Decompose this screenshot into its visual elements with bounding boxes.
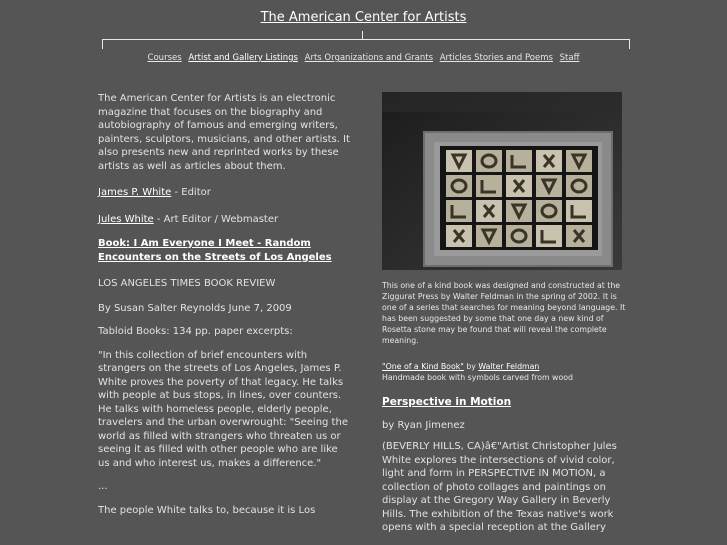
editor-line bbox=[98, 186, 350, 200]
book-title-link[interactable]: "One of a Kind Book" bbox=[382, 362, 464, 371]
art-editor-role: - Art Editor / Webmaster bbox=[153, 213, 279, 225]
left-column bbox=[98, 92, 350, 517]
nav-articles-stories-poems[interactable]: Articles Stories and Poems bbox=[439, 53, 553, 63]
editor-link[interactable]: James P. White bbox=[98, 187, 172, 198]
intro-paragraph: The American Center for Artists is an electronic magazine that focuses on the biography and autobiography of famous and emerging writers, painters, sculptors, musicians, and other artists. It also presents new and reprinted works by these artists as well as articles about them. bbox=[98, 93, 350, 172]
carved-tile bbox=[506, 225, 532, 247]
article-title-link[interactable]: Perspective in Motion bbox=[382, 396, 512, 408]
carved-tile bbox=[446, 175, 472, 197]
nav-arts-organizations-grants[interactable]: Arts Organizations and Grants bbox=[304, 53, 434, 63]
editor-role: - Editor bbox=[171, 187, 211, 198]
book-description: Handmade book with symbols carved from wood bbox=[382, 373, 573, 382]
review-continuation: The people White talks to, because it is Los bbox=[98, 504, 316, 516]
nav-bracket bbox=[102, 39, 630, 49]
photo-caption: This one of a kind book was designed and constructed at the Ziggurat Press by Walter Feldman in the spring of 2002. It is one of a series that searches for meaning beyond language. It has been suggested by some that one day a new kind of Rosetta stone may be found that will reveal the complete meaning. bbox=[382, 281, 626, 345]
carved-tile bbox=[506, 150, 532, 172]
carved-tile bbox=[536, 225, 562, 247]
book-credit bbox=[382, 361, 630, 383]
site-title[interactable] bbox=[0, 10, 727, 25]
ellipsis: ... bbox=[98, 481, 108, 492]
article-byline: by Ryan Jimenez bbox=[382, 420, 465, 431]
article-text: (BEVERLY HILLS, CA)â€"Artist Christopher Jules White explores the intersections of vivid color, light and form in PERSPECTIVE IN MOTION, a collection of photo collages and paintings on display at the Gregory Way Gallery in Beverly Hills. The exhibition of the Texas native's work opens with a special reception at the Gallery bbox=[382, 441, 617, 533]
review-byline: By Susan Salter Reynolds June 7, 2009 bbox=[98, 302, 292, 314]
by-word: by bbox=[463, 362, 479, 371]
publisher-line: Tabloid Books: 134 pp. paper excerpts: bbox=[98, 326, 293, 337]
site-title-link[interactable]: The American Center for Artists bbox=[260, 10, 467, 25]
article-title bbox=[382, 396, 630, 408]
art-editor-link[interactable]: Jules White bbox=[98, 213, 154, 225]
carved-tile bbox=[476, 150, 502, 172]
carved-tile bbox=[566, 200, 592, 222]
review-source: LOS ANGELES TIMES BOOK REVIEW bbox=[98, 278, 276, 289]
main-nav bbox=[0, 53, 727, 63]
review-quote: "In this collection of brief encounters with strangers on the streets of Los Angeles, James P. White proves the poverty of that legacy. He talks with people at bus stops, in lines, over counters. He talks with homeless people, elderly people, travelers and the urban overwrought: "Seeing the world as filled with strangers who threaten us or seeing it as filled with other people who are like us and who interest us, makes a difference." bbox=[98, 349, 348, 469]
nav-bracket-tick bbox=[362, 31, 363, 39]
carved-book-image bbox=[382, 92, 622, 270]
artist-link[interactable]: Walter Feldman bbox=[478, 362, 540, 371]
nav-courses[interactable]: Courses bbox=[147, 53, 182, 63]
nav-artist-gallery-listings[interactable]: Artist and Gallery Listings bbox=[188, 53, 298, 63]
book-photo bbox=[382, 92, 622, 270]
art-editor-line bbox=[98, 213, 350, 227]
carved-tile bbox=[446, 200, 472, 222]
carved-tile bbox=[476, 175, 502, 197]
carved-tile bbox=[536, 200, 562, 222]
nav-staff[interactable]: Staff bbox=[559, 53, 580, 63]
right-column bbox=[382, 92, 630, 535]
book-link-line bbox=[98, 237, 350, 264]
book-link[interactable]: Book: I Am Everyone I Meet - Random Encounters on the Streets of Los Angeles bbox=[98, 238, 332, 263]
carved-tile bbox=[566, 175, 592, 197]
